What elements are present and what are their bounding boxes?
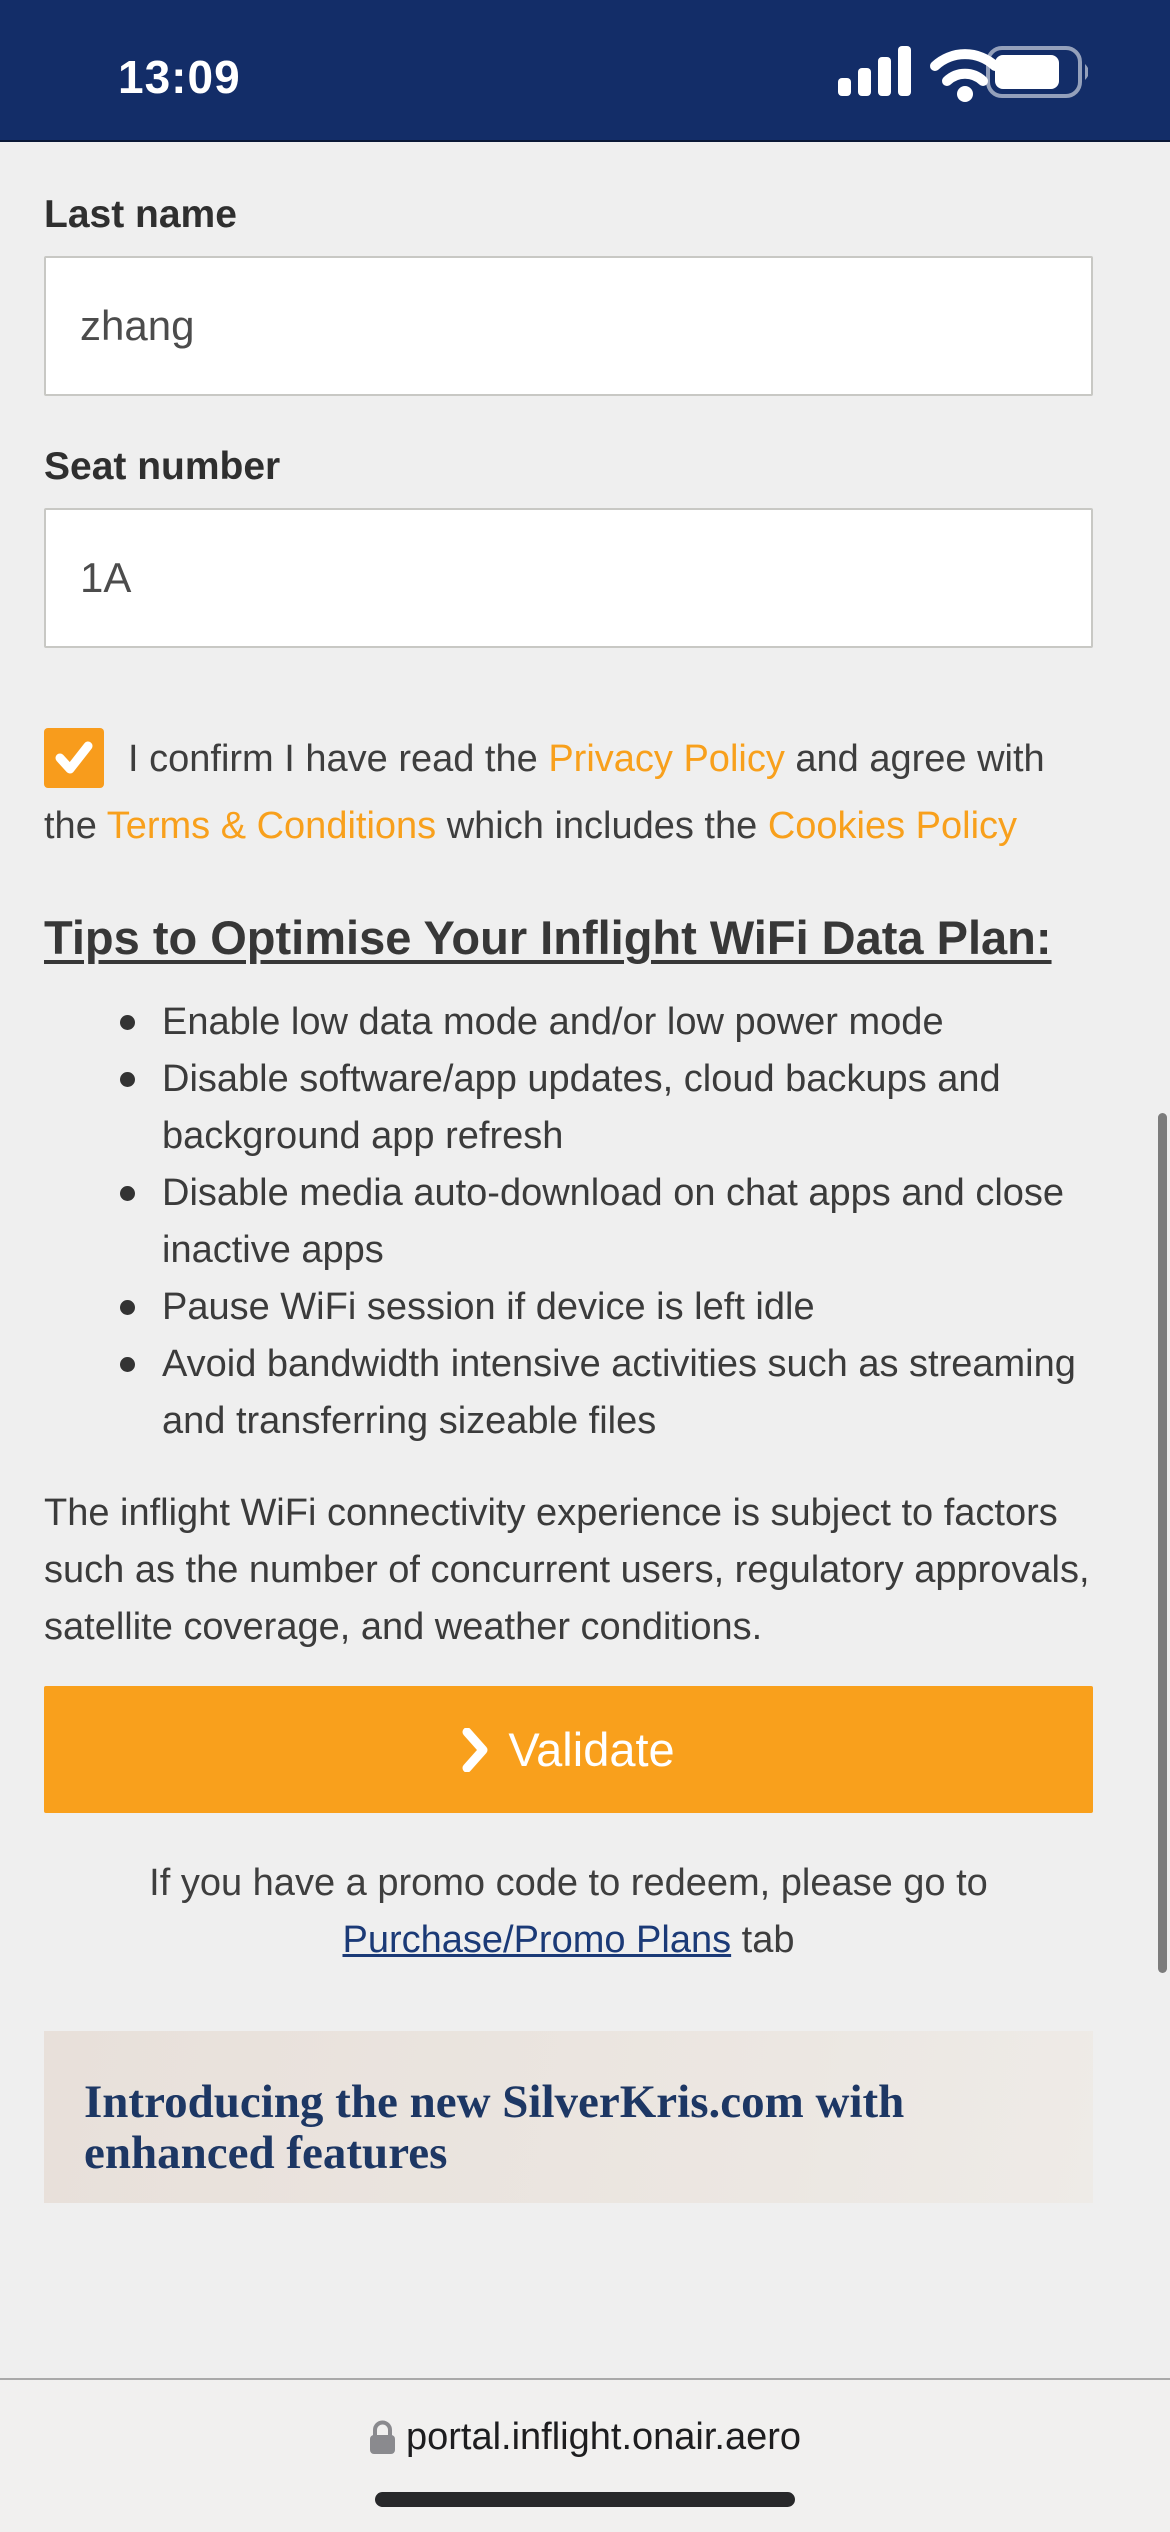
home-indicator[interactable]	[375, 2492, 795, 2507]
browser-bottom-bar	[0, 2378, 1170, 2532]
promo-text-1: If you have a promo code to redeem, please go to	[149, 1862, 988, 1904]
tips-list-item: Disable software/app updates, cloud backups and background app refresh	[44, 1051, 1093, 1165]
status-icons	[838, 44, 1088, 107]
last-name-input[interactable]	[44, 256, 1093, 396]
promo-text-2: tab	[731, 1919, 795, 1961]
cellular-signal-icon	[838, 46, 911, 96]
silverkris-banner-title: Introducing the new SilverKris.com with enhanced features	[84, 2076, 905, 2179]
consent-text-2: and agree with the	[44, 738, 1045, 847]
scrollbar[interactable]	[1158, 1113, 1167, 1973]
status-time: 13:09	[118, 51, 241, 103]
validate-button[interactable]	[44, 1686, 1093, 1813]
chevron-right-icon	[462, 1728, 488, 1772]
tips-heading: Tips to Optimise Your Inflight WiFi Data Plan:	[44, 911, 1052, 964]
silverkris-banner[interactable]	[44, 2031, 1093, 2203]
promo-note	[44, 1855, 1093, 1969]
tips-list-item: Avoid bandwidth intensive activities such as streaming and transferring sizeable files	[44, 1336, 1093, 1450]
consent-text-1: I confirm I have read the	[128, 738, 549, 780]
seat-number-input[interactable]	[44, 508, 1093, 648]
lock-icon	[369, 2420, 396, 2456]
url-text: portal.inflight.onair.aero	[405, 2416, 802, 2458]
connectivity-disclaimer: The inflight WiFi connectivity experience is subject to factors such as the number of concurrent users, regulatory approvals, satellite coverage, and weather conditions.	[44, 1492, 1090, 1648]
validate-button-label: Validate	[508, 1723, 675, 1776]
consent-checkbox[interactable]	[44, 728, 104, 788]
tips-list	[44, 994, 1093, 1450]
battery-icon	[988, 48, 1088, 96]
tips-list-item: Pause WiFi session if device is left idle	[44, 1279, 1093, 1336]
wifi-login-form	[44, 144, 1093, 2203]
purchase-promo-plans-link[interactable]: Purchase/Promo Plans	[342, 1919, 732, 1961]
privacy-policy-link[interactable]: Privacy Policy	[548, 738, 785, 780]
tips-list-item: Disable media auto-download on chat apps and close inactive apps	[44, 1165, 1093, 1279]
checkmark-icon	[54, 740, 94, 776]
consent-row	[44, 726, 1093, 860]
consent-text-3: which includes the	[436, 805, 768, 847]
last-name-label: Last name	[44, 193, 237, 236]
seat-number-label: Seat number	[44, 445, 281, 488]
terms-conditions-link[interactable]: Terms & Conditions	[106, 805, 437, 847]
cookies-policy-link[interactable]: Cookies Policy	[767, 805, 1018, 847]
tips-list-item: Enable low data mode and/or low power mode	[44, 994, 1093, 1051]
address-bar[interactable]	[0, 2416, 1170, 2459]
status-bar	[0, 0, 1170, 142]
